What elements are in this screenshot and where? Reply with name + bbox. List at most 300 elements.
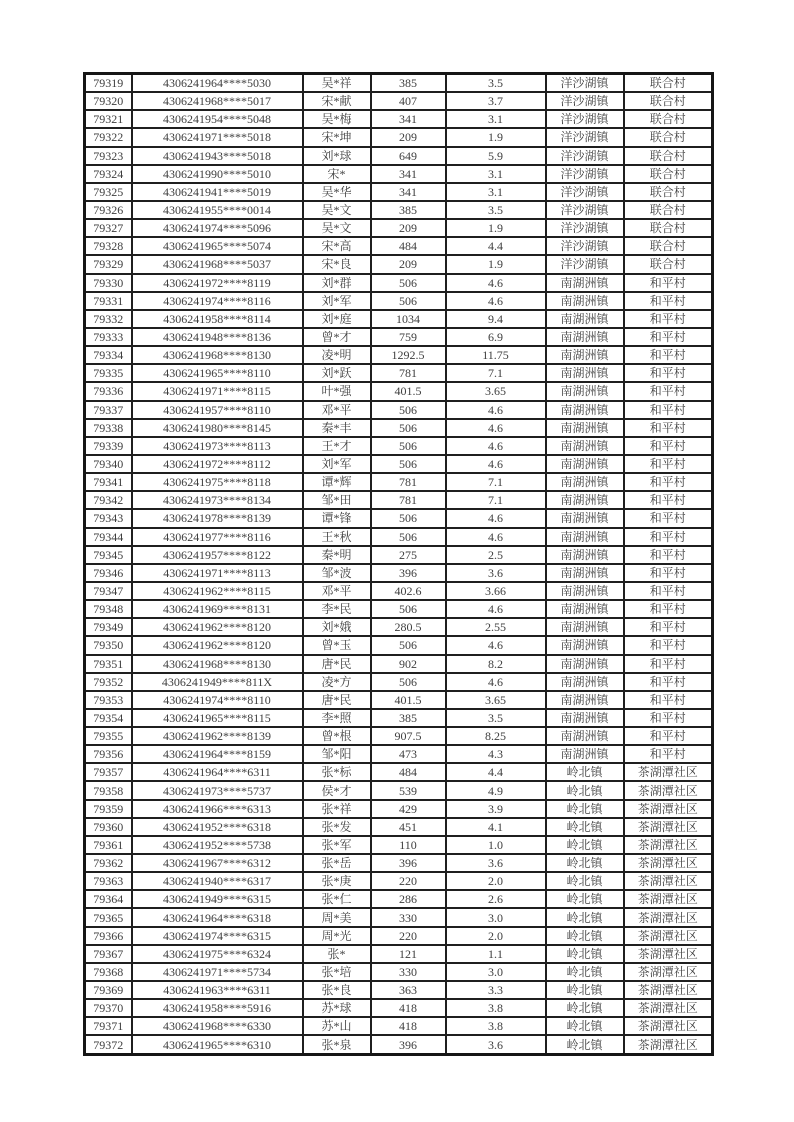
masked-name-cell: 宋*献 — [303, 92, 371, 110]
village-cell: 和平村 — [624, 709, 713, 727]
sequence-number-cell: 79321 — [85, 110, 132, 128]
town-cell: 岭北镇 — [546, 890, 624, 908]
masked-id-number-cell: 4306241954****5048 — [132, 110, 303, 128]
value-1-cell: 506 — [371, 528, 446, 546]
masked-name-cell: 张*发 — [303, 818, 371, 836]
masked-name-cell: 刘*群 — [303, 274, 371, 292]
village-cell: 和平村 — [624, 310, 713, 328]
table-row — [85, 673, 713, 691]
beneficiary-records-table — [83, 72, 714, 1056]
town-cell: 南湖洲镇 — [546, 727, 624, 745]
value-2-cell: 3.0 — [446, 963, 546, 981]
value-2-cell: 3.1 — [446, 110, 546, 128]
town-cell: 洋沙湖镇 — [546, 74, 624, 93]
town-cell: 岭北镇 — [546, 836, 624, 854]
town-cell: 南湖洲镇 — [546, 564, 624, 582]
town-cell: 洋沙湖镇 — [546, 128, 624, 146]
village-cell: 和平村 — [624, 691, 713, 709]
village-cell: 茶湖潭社区 — [624, 1035, 713, 1054]
sequence-number-cell: 79360 — [85, 818, 132, 836]
value-2-cell: 7.1 — [446, 473, 546, 491]
masked-name-cell: 宋*高 — [303, 237, 371, 255]
sequence-number-cell: 79371 — [85, 1017, 132, 1035]
table-row — [85, 74, 713, 93]
town-cell: 洋沙湖镇 — [546, 183, 624, 201]
value-2-cell: 3.5 — [446, 201, 546, 219]
value-2-cell: 3.5 — [446, 74, 546, 93]
village-cell: 和平村 — [624, 292, 713, 310]
table-row — [85, 600, 713, 618]
masked-name-cell: 张*良 — [303, 981, 371, 999]
sequence-number-cell: 79349 — [85, 618, 132, 636]
village-cell: 茶湖潭社区 — [624, 836, 713, 854]
sequence-number-cell: 79325 — [85, 183, 132, 201]
table-row — [85, 219, 713, 237]
masked-id-number-cell: 4306241952****6318 — [132, 818, 303, 836]
village-cell: 和平村 — [624, 727, 713, 745]
village-cell: 和平村 — [624, 546, 713, 564]
village-cell: 茶湖潭社区 — [624, 763, 713, 781]
masked-name-cell: 周*美 — [303, 908, 371, 926]
sequence-number-cell: 79350 — [85, 636, 132, 654]
masked-id-number-cell: 4306241973****5737 — [132, 781, 303, 799]
town-cell: 岭北镇 — [546, 945, 624, 963]
town-cell: 岭北镇 — [546, 800, 624, 818]
sequence-number-cell: 79331 — [85, 292, 132, 310]
village-cell: 和平村 — [624, 509, 713, 527]
value-1-cell: 401.5 — [371, 382, 446, 400]
masked-id-number-cell: 4306241957****8110 — [132, 401, 303, 419]
value-2-cell: 3.1 — [446, 183, 546, 201]
table-row — [85, 328, 713, 346]
table-row — [85, 255, 713, 273]
masked-name-cell: 苏*球 — [303, 999, 371, 1017]
masked-id-number-cell: 4306241967****6312 — [132, 854, 303, 872]
table-row — [85, 618, 713, 636]
value-2-cell: 4.4 — [446, 237, 546, 255]
masked-name-cell: 刘*跃 — [303, 364, 371, 382]
sequence-number-cell: 79334 — [85, 346, 132, 364]
table-row — [85, 382, 713, 400]
town-cell: 岭北镇 — [546, 981, 624, 999]
village-cell: 联合村 — [624, 219, 713, 237]
sequence-number-cell: 79340 — [85, 455, 132, 473]
table-row — [85, 473, 713, 491]
table-row — [85, 836, 713, 854]
masked-name-cell: 邓*平 — [303, 401, 371, 419]
table-row — [85, 110, 713, 128]
masked-id-number-cell: 4306241968****8130 — [132, 655, 303, 673]
value-1-cell: 781 — [371, 473, 446, 491]
table-row — [85, 147, 713, 165]
value-1-cell: 759 — [371, 328, 446, 346]
village-cell: 茶湖潭社区 — [624, 818, 713, 836]
village-cell: 和平村 — [624, 528, 713, 546]
village-cell: 和平村 — [624, 473, 713, 491]
village-cell: 和平村 — [624, 382, 713, 400]
masked-id-number-cell: 4306241972****8112 — [132, 455, 303, 473]
town-cell: 南湖洲镇 — [546, 655, 624, 673]
table-row — [85, 872, 713, 890]
masked-id-number-cell: 4306241990****5010 — [132, 165, 303, 183]
masked-name-cell: 邹*阳 — [303, 745, 371, 763]
value-1-cell: 506 — [371, 437, 446, 455]
value-1-cell: 418 — [371, 1017, 446, 1035]
value-1-cell: 506 — [371, 636, 446, 654]
table-row — [85, 92, 713, 110]
sequence-number-cell: 79353 — [85, 691, 132, 709]
table-row — [85, 528, 713, 546]
village-cell: 茶湖潭社区 — [624, 999, 713, 1017]
sequence-number-cell: 79346 — [85, 564, 132, 582]
table-row — [85, 165, 713, 183]
masked-name-cell: 刘*庭 — [303, 310, 371, 328]
sequence-number-cell: 79323 — [85, 147, 132, 165]
village-cell: 联合村 — [624, 74, 713, 93]
sequence-number-cell: 79344 — [85, 528, 132, 546]
value-1-cell: 220 — [371, 872, 446, 890]
value-2-cell: 4.6 — [446, 528, 546, 546]
village-cell: 茶湖潭社区 — [624, 927, 713, 945]
village-cell: 茶湖潭社区 — [624, 872, 713, 890]
village-cell: 和平村 — [624, 346, 713, 364]
masked-name-cell: 谭*辉 — [303, 473, 371, 491]
town-cell: 岭北镇 — [546, 818, 624, 836]
value-2-cell: 3.5 — [446, 709, 546, 727]
sequence-number-cell: 79339 — [85, 437, 132, 455]
sequence-number-cell: 79332 — [85, 310, 132, 328]
sequence-number-cell: 79329 — [85, 255, 132, 273]
sequence-number-cell: 79320 — [85, 92, 132, 110]
village-cell: 和平村 — [624, 437, 713, 455]
table-row — [85, 691, 713, 709]
masked-name-cell: 吴*华 — [303, 183, 371, 201]
masked-name-cell: 宋* — [303, 165, 371, 183]
masked-name-cell: 张*庚 — [303, 872, 371, 890]
table-row — [85, 546, 713, 564]
sequence-number-cell: 79372 — [85, 1035, 132, 1054]
town-cell: 南湖洲镇 — [546, 419, 624, 437]
village-cell: 茶湖潭社区 — [624, 963, 713, 981]
sequence-number-cell: 79326 — [85, 201, 132, 219]
value-2-cell: 8.25 — [446, 727, 546, 745]
value-1-cell: 363 — [371, 981, 446, 999]
town-cell: 南湖洲镇 — [546, 292, 624, 310]
table-row — [85, 927, 713, 945]
masked-name-cell: 张*培 — [303, 963, 371, 981]
town-cell: 南湖洲镇 — [546, 528, 624, 546]
sequence-number-cell: 79338 — [85, 419, 132, 437]
value-2-cell: 4.6 — [446, 401, 546, 419]
masked-id-number-cell: 4306241962****8120 — [132, 618, 303, 636]
value-1-cell: 330 — [371, 908, 446, 926]
value-2-cell: 3.8 — [446, 1017, 546, 1035]
masked-name-cell: 刘*军 — [303, 292, 371, 310]
masked-id-number-cell: 4306241980****8145 — [132, 419, 303, 437]
town-cell: 南湖洲镇 — [546, 274, 624, 292]
value-1-cell: 209 — [371, 128, 446, 146]
masked-name-cell: 曾*才 — [303, 328, 371, 346]
village-cell: 和平村 — [624, 618, 713, 636]
town-cell: 洋沙湖镇 — [546, 92, 624, 110]
village-cell: 茶湖潭社区 — [624, 981, 713, 999]
town-cell: 南湖洲镇 — [546, 600, 624, 618]
table-row — [85, 908, 713, 926]
masked-name-cell: 邓*平 — [303, 582, 371, 600]
value-1-cell: 484 — [371, 237, 446, 255]
value-2-cell: 4.3 — [446, 745, 546, 763]
value-2-cell: 3.65 — [446, 691, 546, 709]
village-cell: 茶湖潭社区 — [624, 945, 713, 963]
value-1-cell: 506 — [371, 274, 446, 292]
sequence-number-cell: 79319 — [85, 74, 132, 93]
value-1-cell: 902 — [371, 655, 446, 673]
village-cell: 联合村 — [624, 237, 713, 255]
masked-id-number-cell: 4306241973****8113 — [132, 437, 303, 455]
town-cell: 岭北镇 — [546, 854, 624, 872]
value-1-cell: 781 — [371, 491, 446, 509]
sequence-number-cell: 79356 — [85, 745, 132, 763]
sequence-number-cell: 79354 — [85, 709, 132, 727]
value-2-cell: 3.6 — [446, 1035, 546, 1054]
town-cell: 南湖洲镇 — [546, 437, 624, 455]
value-2-cell: 3.1 — [446, 165, 546, 183]
masked-name-cell: 张* — [303, 945, 371, 963]
value-2-cell: 2.6 — [446, 890, 546, 908]
table-row — [85, 237, 713, 255]
value-2-cell: 1.0 — [446, 836, 546, 854]
sequence-number-cell: 79333 — [85, 328, 132, 346]
value-2-cell: 1.9 — [446, 255, 546, 273]
table-row — [85, 1035, 713, 1054]
masked-name-cell: 王*秋 — [303, 528, 371, 546]
sequence-number-cell: 79327 — [85, 219, 132, 237]
table-body — [85, 74, 713, 1055]
value-1-cell: 385 — [371, 74, 446, 93]
value-2-cell: 4.6 — [446, 636, 546, 654]
table-row — [85, 999, 713, 1017]
village-cell: 和平村 — [624, 419, 713, 437]
masked-name-cell: 曾*玉 — [303, 636, 371, 654]
masked-id-number-cell: 4306241975****6324 — [132, 945, 303, 963]
value-2-cell: 4.6 — [446, 600, 546, 618]
value-1-cell: 506 — [371, 509, 446, 527]
table-row — [85, 655, 713, 673]
table-row — [85, 800, 713, 818]
value-1-cell: 385 — [371, 709, 446, 727]
town-cell: 南湖洲镇 — [546, 509, 624, 527]
masked-name-cell: 张*军 — [303, 836, 371, 854]
village-cell: 茶湖潭社区 — [624, 908, 713, 926]
sequence-number-cell: 79345 — [85, 546, 132, 564]
masked-name-cell: 叶*强 — [303, 382, 371, 400]
value-1-cell: 341 — [371, 183, 446, 201]
masked-id-number-cell: 4306241968****6330 — [132, 1017, 303, 1035]
sequence-number-cell: 79363 — [85, 872, 132, 890]
masked-id-number-cell: 4306241952****5738 — [132, 836, 303, 854]
town-cell: 洋沙湖镇 — [546, 237, 624, 255]
value-1-cell: 418 — [371, 999, 446, 1017]
value-1-cell: 341 — [371, 165, 446, 183]
value-1-cell: 649 — [371, 147, 446, 165]
table-row — [85, 763, 713, 781]
town-cell: 南湖洲镇 — [546, 473, 624, 491]
table-row — [85, 781, 713, 799]
masked-id-number-cell: 4306241958****5916 — [132, 999, 303, 1017]
masked-name-cell: 苏*山 — [303, 1017, 371, 1035]
masked-id-number-cell: 4306241963****6311 — [132, 981, 303, 999]
table-row — [85, 292, 713, 310]
town-cell: 洋沙湖镇 — [546, 255, 624, 273]
masked-id-number-cell: 4306241962****8120 — [132, 636, 303, 654]
sequence-number-cell: 79367 — [85, 945, 132, 963]
masked-name-cell: 吴*文 — [303, 219, 371, 237]
value-2-cell: 4.6 — [446, 292, 546, 310]
masked-id-number-cell: 4306241940****6317 — [132, 872, 303, 890]
masked-name-cell: 张*岳 — [303, 854, 371, 872]
value-1-cell: 407 — [371, 92, 446, 110]
town-cell: 南湖洲镇 — [546, 745, 624, 763]
village-cell: 和平村 — [624, 636, 713, 654]
town-cell: 南湖洲镇 — [546, 709, 624, 727]
value-2-cell: 2.55 — [446, 618, 546, 636]
table-row — [85, 491, 713, 509]
village-cell: 和平村 — [624, 564, 713, 582]
table-row — [85, 128, 713, 146]
value-2-cell: 5.9 — [446, 147, 546, 165]
masked-id-number-cell: 4306241968****8130 — [132, 346, 303, 364]
value-2-cell: 1.9 — [446, 219, 546, 237]
value-2-cell: 8.2 — [446, 655, 546, 673]
value-1-cell: 330 — [371, 963, 446, 981]
masked-name-cell: 凌*明 — [303, 346, 371, 364]
value-2-cell: 3.6 — [446, 854, 546, 872]
table-row — [85, 963, 713, 981]
value-2-cell: 1.9 — [446, 128, 546, 146]
sequence-number-cell: 79364 — [85, 890, 132, 908]
masked-name-cell: 吴*梅 — [303, 110, 371, 128]
value-2-cell: 4.6 — [446, 509, 546, 527]
town-cell: 岭北镇 — [546, 781, 624, 799]
value-1-cell: 385 — [371, 201, 446, 219]
value-1-cell: 506 — [371, 401, 446, 419]
sequence-number-cell: 79341 — [85, 473, 132, 491]
sequence-number-cell: 79362 — [85, 854, 132, 872]
value-2-cell: 9.4 — [446, 310, 546, 328]
value-2-cell: 3.3 — [446, 981, 546, 999]
town-cell: 洋沙湖镇 — [546, 165, 624, 183]
town-cell: 岭北镇 — [546, 908, 624, 926]
value-1-cell: 401.5 — [371, 691, 446, 709]
table-row — [85, 890, 713, 908]
masked-id-number-cell: 4306241974****8116 — [132, 292, 303, 310]
town-cell: 岭北镇 — [546, 999, 624, 1017]
table-row — [85, 183, 713, 201]
village-cell: 茶湖潭社区 — [624, 781, 713, 799]
masked-name-cell: 李*民 — [303, 600, 371, 618]
village-cell: 联合村 — [624, 128, 713, 146]
sequence-number-cell: 79337 — [85, 401, 132, 419]
table-row — [85, 709, 713, 727]
table-row — [85, 310, 713, 328]
masked-id-number-cell: 4306241968****5017 — [132, 92, 303, 110]
sequence-number-cell: 79352 — [85, 673, 132, 691]
value-2-cell: 3.65 — [446, 382, 546, 400]
value-2-cell: 4.6 — [446, 274, 546, 292]
masked-name-cell: 刘*球 — [303, 147, 371, 165]
village-cell: 联合村 — [624, 165, 713, 183]
masked-name-cell: 曾*根 — [303, 727, 371, 745]
value-2-cell: 7.1 — [446, 364, 546, 382]
value-1-cell: 209 — [371, 219, 446, 237]
masked-name-cell: 谭*锋 — [303, 509, 371, 527]
town-cell: 南湖洲镇 — [546, 618, 624, 636]
village-cell: 茶湖潭社区 — [624, 800, 713, 818]
village-cell: 和平村 — [624, 364, 713, 382]
table-row — [85, 509, 713, 527]
value-1-cell: 506 — [371, 600, 446, 618]
sequence-number-cell: 79322 — [85, 128, 132, 146]
village-cell: 和平村 — [624, 673, 713, 691]
table-row — [85, 636, 713, 654]
value-1-cell: 451 — [371, 818, 446, 836]
value-2-cell: 4.6 — [446, 437, 546, 455]
value-1-cell: 1034 — [371, 310, 446, 328]
masked-id-number-cell: 4306241964****6311 — [132, 763, 303, 781]
masked-id-number-cell: 4306241971****8113 — [132, 564, 303, 582]
table-row — [85, 455, 713, 473]
masked-id-number-cell: 4306241957****8122 — [132, 546, 303, 564]
sequence-number-cell: 79355 — [85, 727, 132, 745]
masked-name-cell: 宋*良 — [303, 255, 371, 273]
town-cell: 南湖洲镇 — [546, 310, 624, 328]
value-2-cell: 2.0 — [446, 927, 546, 945]
value-2-cell: 4.4 — [446, 763, 546, 781]
value-1-cell: 506 — [371, 419, 446, 437]
sequence-number-cell: 79370 — [85, 999, 132, 1017]
village-cell: 和平村 — [624, 745, 713, 763]
masked-id-number-cell: 4306241965****8110 — [132, 364, 303, 382]
table-row — [85, 745, 713, 763]
table-row — [85, 201, 713, 219]
table-row — [85, 364, 713, 382]
town-cell: 洋沙湖镇 — [546, 219, 624, 237]
village-cell: 联合村 — [624, 183, 713, 201]
village-cell: 和平村 — [624, 274, 713, 292]
value-1-cell: 484 — [371, 763, 446, 781]
masked-id-number-cell: 4306241964****5030 — [132, 74, 303, 93]
sequence-number-cell: 79324 — [85, 165, 132, 183]
value-1-cell: 907.5 — [371, 727, 446, 745]
masked-id-number-cell: 4306241971****8115 — [132, 382, 303, 400]
sequence-number-cell: 79359 — [85, 800, 132, 818]
town-cell: 南湖洲镇 — [546, 328, 624, 346]
town-cell: 南湖洲镇 — [546, 455, 624, 473]
village-cell: 联合村 — [624, 201, 713, 219]
town-cell: 岭北镇 — [546, 872, 624, 890]
sequence-number-cell: 79328 — [85, 237, 132, 255]
town-cell: 南湖洲镇 — [546, 401, 624, 419]
village-cell: 联合村 — [624, 110, 713, 128]
town-cell: 南湖洲镇 — [546, 546, 624, 564]
masked-name-cell: 吴*祥 — [303, 74, 371, 93]
value-1-cell: 396 — [371, 564, 446, 582]
value-1-cell: 110 — [371, 836, 446, 854]
town-cell: 岭北镇 — [546, 1035, 624, 1054]
value-1-cell: 341 — [371, 110, 446, 128]
sequence-number-cell: 79351 — [85, 655, 132, 673]
table-row — [85, 346, 713, 364]
